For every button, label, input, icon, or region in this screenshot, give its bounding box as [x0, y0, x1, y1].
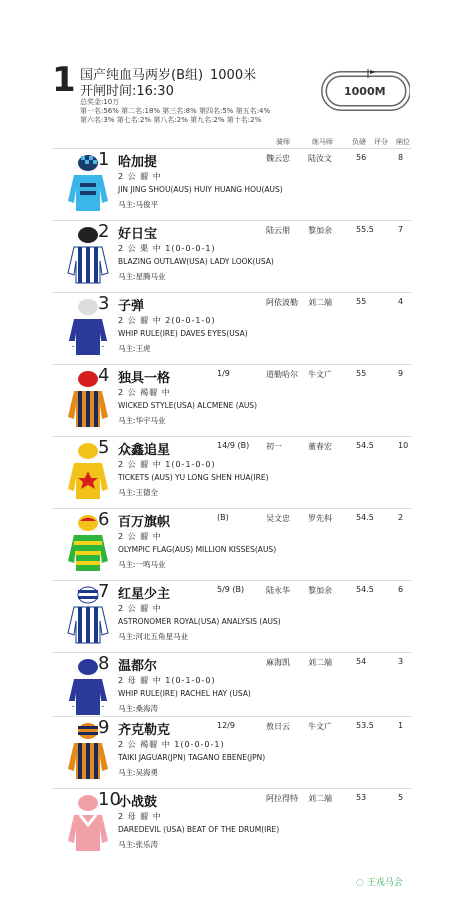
race-title: 国产纯血马两岁(B组): [80, 68, 204, 83]
pedigree: TAIKI JAGUAR(JPN) TAGANO EBENE(JPN): [118, 753, 266, 762]
weight: 55.5: [356, 225, 374, 234]
weight: 55: [356, 369, 367, 378]
owner: 马主:王虎: [118, 344, 151, 353]
pedigree: DAREDEVIL (USA) BEAT OF THE DRUM(IRE): [118, 825, 280, 834]
horse-info: 2 公 骝 中 1(0-1-0-0): [118, 460, 216, 469]
draw: 7: [398, 225, 404, 234]
horse-name: 众鑫追星: [118, 443, 171, 458]
runner-row: [52, 716, 412, 789]
runner-row: [52, 292, 412, 365]
trainer-name: 牛文广: [308, 370, 332, 379]
runner-number: 3: [98, 293, 110, 314]
weight: 53.5: [356, 721, 374, 730]
runner-row: [52, 508, 412, 581]
owner: 马主:星腾马业: [118, 272, 166, 281]
prize-total: 总奖金:10万: [80, 98, 120, 106]
draw: 4: [398, 297, 404, 306]
runner-row: [52, 220, 412, 293]
trainer-name: 罗先科: [308, 514, 332, 523]
runner-number: 6: [98, 509, 110, 530]
runner-row: [52, 652, 412, 725]
horse-rating: 14/9 (B): [217, 441, 250, 450]
pedigree: JIN JING SHOU(AUS) HUIY HUANG HOU(AUS): [118, 185, 283, 194]
jockey-name: 敖日云: [266, 722, 290, 731]
trainer-name: 刘二端: [308, 794, 332, 803]
horse-rating: 1/9: [217, 369, 230, 378]
owner: 马主:王德全: [118, 488, 159, 497]
horse-info: 2 公 骝 中: [118, 172, 162, 181]
runner-number: 9: [98, 717, 110, 738]
horse-name: 子弹: [118, 299, 145, 314]
weight: 54.5: [356, 441, 374, 450]
horse-name: 好日宝: [118, 227, 158, 242]
owner: 马主:桑海涛: [118, 704, 159, 713]
draw: 8: [398, 153, 404, 162]
trainer-name: 黎加余: [308, 226, 332, 235]
race-number: 1: [52, 60, 76, 100]
prize-line-2: 第六名:3% 第七名:2% 第八名:2% 第九名:2% 第十名:2%: [80, 116, 262, 124]
runner-number: 10: [98, 789, 121, 810]
runner-number: 2: [98, 221, 110, 242]
pedigree: ASTRONOMER ROYAL(USA) ANALYSIS (AUS): [118, 617, 281, 626]
horse-name: 温都尔: [118, 659, 158, 674]
horse-info: 2 公 骝 中: [118, 604, 162, 613]
runner-number: 7: [98, 581, 110, 602]
race-distance: 1000米: [210, 68, 257, 83]
weight: 54.5: [356, 513, 374, 522]
draw: 1: [398, 721, 404, 730]
jockey-name: 阿拉得特: [266, 794, 298, 803]
weight: 54: [356, 657, 367, 666]
draw: 9: [398, 369, 404, 378]
col-draw: 闸位: [396, 138, 410, 146]
horse-info: 2 公 骝 中 2(0-0-1-0): [118, 316, 216, 325]
horse-name: 哈加提: [118, 155, 158, 170]
owner: 马主:华宇马业: [118, 416, 166, 425]
weight: 55: [356, 297, 367, 306]
runner-row: [52, 580, 412, 653]
col-weight: 负磅: [352, 138, 366, 146]
pedigree: WICKED STYLE(USA) ALCMENE (AUS): [118, 401, 257, 410]
col-rating: 评分: [374, 138, 388, 146]
pedigree: OLYMPIC FLAG(AUS) MILLION KISSES(AUS): [118, 545, 277, 554]
owner: 马主:吴海勇: [118, 768, 159, 777]
runner-number: 8: [98, 653, 110, 674]
horse-name: 齐克勒克: [118, 723, 171, 738]
runner-number: 1: [98, 149, 110, 170]
horse-name: 独具一格: [118, 371, 171, 386]
wechat-icon: ◌: [356, 878, 367, 888]
owner: 马主:一鸣马业: [118, 560, 166, 569]
col-trainer: 练马师: [312, 138, 333, 146]
runner-row: [52, 788, 412, 861]
trainer-name: 董春宏: [308, 442, 332, 451]
draw: 2: [398, 513, 404, 522]
draw: 3: [398, 657, 404, 666]
horse-name: 红星少主: [118, 587, 171, 602]
pedigree: TICKETS (AUS) YU LONG SHEN HUA(IRE): [118, 473, 269, 482]
runner-row: [52, 148, 412, 221]
horse-info: 2 公 栗 中 1(0-0-0-1): [118, 244, 216, 253]
jockey-name: 道勒哈尔: [266, 370, 298, 379]
jockey-name: 阿依波勒: [266, 298, 298, 307]
horse-rating: 5/9 (B): [217, 585, 245, 594]
trainer-name: 牛文广: [308, 722, 332, 731]
trainer-name: 黎加余: [308, 586, 332, 595]
runner-row: [52, 436, 412, 509]
jockey-name: 吴文忠: [266, 514, 290, 523]
horse-info: 2 母 骝 中: [118, 812, 162, 821]
pedigree: WHIP RULE(IRE) DAVES EYES(USA): [118, 329, 248, 338]
horse-info: 2 母 骝 中 1(0-1-0-0): [118, 676, 216, 685]
jockey-name: 陆永华: [266, 586, 290, 595]
pedigree: BLAZING OUTLAW(USA) LADY LOOK(USA): [118, 257, 274, 266]
jockey-name: 魏云忠: [266, 154, 290, 163]
trainer-name: 刘二端: [308, 658, 332, 667]
horse-info: 2 公 褐骝 中 1(0-0-0-1): [118, 740, 225, 749]
horse-info: 2 公 褐骝 中: [118, 388, 171, 397]
race-start-time: 开闸时间:16:30: [80, 84, 174, 99]
jockey-name: 陆云朋: [266, 226, 290, 235]
prize-line-1: 第一名:56% 第二名:18% 第三名:8% 第四名:5% 第五名:4%: [80, 107, 271, 115]
draw: 10: [398, 441, 409, 450]
owner: 马主:河北五角星马业: [118, 632, 189, 641]
weight: 56: [356, 153, 367, 162]
footer-logo: [356, 875, 403, 888]
weight: 54.5: [356, 585, 374, 594]
draw: 6: [398, 585, 404, 594]
horse-name: 小战鼓: [118, 795, 158, 810]
track-distance-label: 1000M: [344, 85, 386, 98]
runner-row: [52, 364, 412, 437]
jockey-name: 初一: [266, 442, 282, 451]
horse-info: 2 公 骝 中: [118, 532, 162, 541]
draw: 5: [398, 793, 404, 802]
weight: 53: [356, 793, 367, 802]
owner: 马主:张乐涛: [118, 840, 159, 849]
col-jockey: 骑师: [276, 138, 290, 146]
horse-name: 百万旗帜: [118, 515, 171, 530]
horse-rating: (B): [217, 513, 229, 522]
trainer-name: 陆汝文: [308, 154, 332, 163]
pedigree: WHIP RULE(IRE) RACHEL HAY (USA): [118, 689, 251, 698]
owner: 马主:马俊平: [118, 200, 159, 209]
race-header: [0, 0, 467, 146]
footer-logo-text: 王戎马会: [366, 878, 403, 888]
trainer-name: 刘二端: [308, 298, 332, 307]
jockey-name: 麻海凯: [266, 658, 290, 667]
runner-number: 5: [98, 437, 110, 458]
horse-rating: 12/9: [217, 721, 235, 730]
runner-number: 4: [98, 365, 110, 386]
